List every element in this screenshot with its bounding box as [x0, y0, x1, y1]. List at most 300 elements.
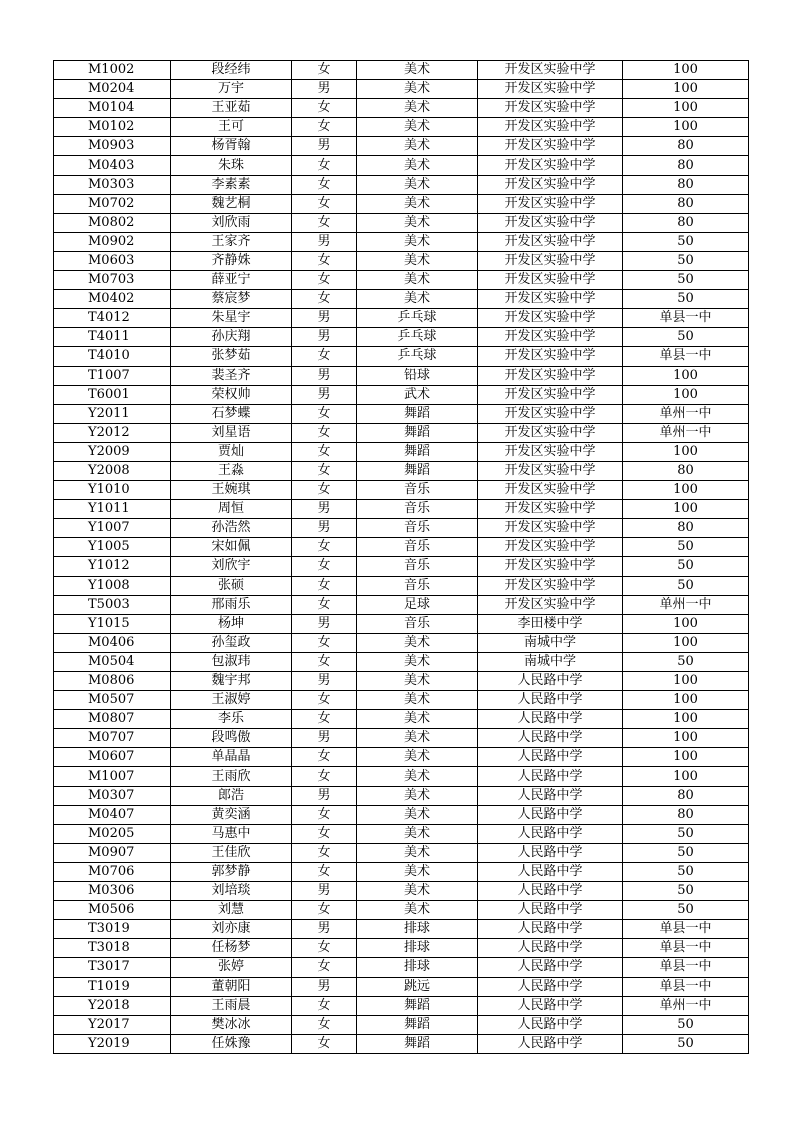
school-cell: 开发区实验中学 — [478, 213, 623, 232]
result-cell: 50 — [623, 652, 749, 671]
subject-cell: 美术 — [357, 729, 478, 748]
table-row — [54, 481, 749, 500]
student-code-cell: Y1011 — [54, 500, 171, 519]
student-name-cell: 荣权帅 — [171, 385, 292, 404]
subject-cell: 音乐 — [357, 576, 478, 595]
result-cell: 100 — [623, 729, 749, 748]
school-cell: 开发区实验中学 — [478, 99, 623, 118]
gender-cell: 女 — [292, 481, 357, 500]
school-cell: 人民路中学 — [478, 843, 623, 862]
student-code-cell: M0706 — [54, 862, 171, 881]
student-code-cell: Y2009 — [54, 442, 171, 461]
gender-cell: 女 — [292, 862, 357, 881]
subject-cell: 美术 — [357, 862, 478, 881]
school-cell: 人民路中学 — [478, 729, 623, 748]
school-cell: 开发区实验中学 — [478, 194, 623, 213]
student-code-cell: M0802 — [54, 213, 171, 232]
gender-cell: 女 — [292, 194, 357, 213]
subject-cell: 美术 — [357, 672, 478, 691]
student-name-cell: 单晶晶 — [171, 748, 292, 767]
gender-cell: 女 — [292, 175, 357, 194]
subject-cell: 音乐 — [357, 557, 478, 576]
student-name-cell: 黄奕涵 — [171, 805, 292, 824]
subject-cell: 舞蹈 — [357, 1034, 478, 1053]
school-cell: 人民路中学 — [478, 939, 623, 958]
table-row — [54, 824, 749, 843]
subject-cell: 铅球 — [357, 366, 478, 385]
table-row — [54, 328, 749, 347]
subject-cell: 舞蹈 — [357, 996, 478, 1015]
student-code-cell: T4012 — [54, 309, 171, 328]
school-cell: 开发区实验中学 — [478, 61, 623, 80]
student-name-cell: 郎浩 — [171, 786, 292, 805]
result-cell: 80 — [623, 213, 749, 232]
gender-cell: 女 — [292, 576, 357, 595]
student-code-cell: T1019 — [54, 977, 171, 996]
result-cell: 50 — [623, 901, 749, 920]
table-row — [54, 118, 749, 137]
subject-cell: 美术 — [357, 61, 478, 80]
student-name-cell: 孙浩然 — [171, 519, 292, 538]
school-cell: 人民路中学 — [478, 901, 623, 920]
student-code-cell: Y1005 — [54, 538, 171, 557]
gender-cell: 女 — [292, 901, 357, 920]
student-name-cell: 王亚茹 — [171, 99, 292, 118]
gender-cell: 女 — [292, 461, 357, 480]
school-cell: 南城中学 — [478, 652, 623, 671]
student-code-cell: Y1015 — [54, 614, 171, 633]
student-code-cell: M0902 — [54, 232, 171, 251]
table-row — [54, 347, 749, 366]
student-name-cell: 包淑玮 — [171, 652, 292, 671]
school-cell: 开发区实验中学 — [478, 576, 623, 595]
student-name-cell: 李素素 — [171, 175, 292, 194]
result-cell: 50 — [623, 328, 749, 347]
table-row — [54, 939, 749, 958]
gender-cell: 女 — [292, 118, 357, 137]
table-row — [54, 194, 749, 213]
result-cell: 100 — [623, 710, 749, 729]
subject-cell: 排球 — [357, 920, 478, 939]
result-cell: 50 — [623, 557, 749, 576]
result-cell: 80 — [623, 786, 749, 805]
subject-cell: 美术 — [357, 843, 478, 862]
table-row — [54, 271, 749, 290]
result-cell: 80 — [623, 137, 749, 156]
student-name-cell: 孙玺政 — [171, 633, 292, 652]
student-code-cell: M0102 — [54, 118, 171, 137]
subject-cell: 乒乓球 — [357, 328, 478, 347]
table-row — [54, 843, 749, 862]
result-cell: 80 — [623, 175, 749, 194]
subject-cell: 美术 — [357, 80, 478, 99]
table-row — [54, 385, 749, 404]
table-row — [54, 175, 749, 194]
result-cell: 50 — [623, 843, 749, 862]
table-row — [54, 500, 749, 519]
subject-cell: 美术 — [357, 824, 478, 843]
table-row — [54, 213, 749, 232]
school-cell: 人民路中学 — [478, 882, 623, 901]
school-cell: 开发区实验中学 — [478, 271, 623, 290]
student-code-cell: M0702 — [54, 194, 171, 213]
result-cell: 单州一中 — [623, 595, 749, 614]
table-row — [54, 767, 749, 786]
school-cell: 开发区实验中学 — [478, 557, 623, 576]
student-code-cell: T1007 — [54, 366, 171, 385]
result-cell: 单县一中 — [623, 347, 749, 366]
student-name-cell: 刘星语 — [171, 423, 292, 442]
result-cell: 单州一中 — [623, 996, 749, 1015]
student-name-cell: 段经纬 — [171, 61, 292, 80]
student-name-cell: 刘欣宇 — [171, 557, 292, 576]
student-code-cell: M0303 — [54, 175, 171, 194]
table-row — [54, 309, 749, 328]
gender-cell: 男 — [292, 500, 357, 519]
subject-cell: 排球 — [357, 958, 478, 977]
student-code-cell: M0807 — [54, 710, 171, 729]
subject-cell: 舞蹈 — [357, 404, 478, 423]
student-code-cell: Y1010 — [54, 481, 171, 500]
subject-cell: 乒乓球 — [357, 347, 478, 366]
table-row — [54, 251, 749, 270]
subject-cell: 美术 — [357, 290, 478, 309]
table-row — [54, 156, 749, 175]
table-row — [54, 595, 749, 614]
table-row — [54, 461, 749, 480]
subject-cell: 乒乓球 — [357, 309, 478, 328]
gender-cell: 女 — [292, 290, 357, 309]
gender-cell: 男 — [292, 920, 357, 939]
table-row — [54, 805, 749, 824]
result-cell: 100 — [623, 99, 749, 118]
student-code-cell: M0507 — [54, 691, 171, 710]
subject-cell: 音乐 — [357, 519, 478, 538]
result-cell: 100 — [623, 385, 749, 404]
school-cell: 人民路中学 — [478, 805, 623, 824]
gender-cell: 男 — [292, 385, 357, 404]
student-name-cell: 马惠中 — [171, 824, 292, 843]
gender-cell: 女 — [292, 538, 357, 557]
gender-cell: 女 — [292, 767, 357, 786]
table-row — [54, 557, 749, 576]
gender-cell: 女 — [292, 843, 357, 862]
student-name-cell: 王婉琪 — [171, 481, 292, 500]
table-row — [54, 958, 749, 977]
gender-cell: 男 — [292, 729, 357, 748]
table-row — [54, 442, 749, 461]
student-name-cell: 王淼 — [171, 461, 292, 480]
school-cell: 开发区实验中学 — [478, 309, 623, 328]
result-cell: 50 — [623, 576, 749, 595]
table-row — [54, 538, 749, 557]
result-cell: 100 — [623, 80, 749, 99]
gender-cell: 女 — [292, 442, 357, 461]
result-cell: 100 — [623, 500, 749, 519]
student-code-cell: T4011 — [54, 328, 171, 347]
gender-cell: 女 — [292, 213, 357, 232]
result-cell: 50 — [623, 290, 749, 309]
table-row — [54, 901, 749, 920]
school-cell: 开发区实验中学 — [478, 423, 623, 442]
subject-cell: 音乐 — [357, 481, 478, 500]
subject-cell: 美术 — [357, 99, 478, 118]
result-cell: 单县一中 — [623, 939, 749, 958]
table-row — [54, 691, 749, 710]
student-code-cell: M0506 — [54, 901, 171, 920]
student-name-cell: 李乐 — [171, 710, 292, 729]
result-cell: 80 — [623, 519, 749, 538]
table-row — [54, 786, 749, 805]
result-cell: 80 — [623, 805, 749, 824]
gender-cell: 男 — [292, 882, 357, 901]
student-name-cell: 裴圣齐 — [171, 366, 292, 385]
table-row — [54, 996, 749, 1015]
table-row — [54, 519, 749, 538]
student-name-cell: 刘亦康 — [171, 920, 292, 939]
table-row — [54, 1015, 749, 1034]
table-row — [54, 423, 749, 442]
student-name-cell: 王家齐 — [171, 232, 292, 251]
school-cell: 开发区实验中学 — [478, 481, 623, 500]
school-cell: 人民路中学 — [478, 748, 623, 767]
gender-cell: 男 — [292, 672, 357, 691]
student-name-cell: 刘慧 — [171, 901, 292, 920]
result-cell: 80 — [623, 156, 749, 175]
result-cell: 单州一中 — [623, 423, 749, 442]
school-cell: 开发区实验中学 — [478, 328, 623, 347]
result-cell: 单县一中 — [623, 309, 749, 328]
table-row — [54, 977, 749, 996]
gender-cell: 女 — [292, 996, 357, 1015]
school-cell: 人民路中学 — [478, 920, 623, 939]
student-name-cell: 万宇 — [171, 80, 292, 99]
student-name-cell: 魏艺桐 — [171, 194, 292, 213]
table-row — [54, 290, 749, 309]
table-row — [54, 614, 749, 633]
student-code-cell: T3018 — [54, 939, 171, 958]
student-code-cell: Y2008 — [54, 461, 171, 480]
gender-cell: 女 — [292, 805, 357, 824]
student-code-cell: M0205 — [54, 824, 171, 843]
table-body — [54, 61, 749, 1054]
student-name-cell: 朱星宇 — [171, 309, 292, 328]
school-cell: 人民路中学 — [478, 824, 623, 843]
student-name-cell: 刘培琰 — [171, 882, 292, 901]
subject-cell: 舞蹈 — [357, 461, 478, 480]
gender-cell: 男 — [292, 328, 357, 347]
student-code-cell: M0603 — [54, 251, 171, 270]
result-cell: 50 — [623, 251, 749, 270]
table-row — [54, 882, 749, 901]
student-name-cell: 段鸣傲 — [171, 729, 292, 748]
gender-cell: 女 — [292, 61, 357, 80]
school-cell: 开发区实验中学 — [478, 118, 623, 137]
student-name-cell: 王雨晨 — [171, 996, 292, 1015]
student-name-cell: 朱珠 — [171, 156, 292, 175]
school-cell: 人民路中学 — [478, 672, 623, 691]
table-row — [54, 729, 749, 748]
student-code-cell: T5003 — [54, 595, 171, 614]
school-cell: 开发区实验中学 — [478, 595, 623, 614]
student-code-cell: T4010 — [54, 347, 171, 366]
result-cell: 50 — [623, 232, 749, 251]
student-name-cell: 张梦茹 — [171, 347, 292, 366]
gender-cell: 女 — [292, 99, 357, 118]
school-cell: 开发区实验中学 — [478, 251, 623, 270]
student-code-cell: M0607 — [54, 748, 171, 767]
school-cell: 开发区实验中学 — [478, 404, 623, 423]
result-cell: 单州一中 — [623, 404, 749, 423]
student-name-cell: 王雨欣 — [171, 767, 292, 786]
student-name-cell: 王可 — [171, 118, 292, 137]
student-code-cell: T3019 — [54, 920, 171, 939]
subject-cell: 音乐 — [357, 614, 478, 633]
subject-cell: 跳远 — [357, 977, 478, 996]
student-name-cell: 石梦蝶 — [171, 404, 292, 423]
student-name-cell: 杨胥翰 — [171, 137, 292, 156]
school-cell: 人民路中学 — [478, 977, 623, 996]
subject-cell: 美术 — [357, 137, 478, 156]
student-name-cell: 张婷 — [171, 958, 292, 977]
student-name-cell: 杨坤 — [171, 614, 292, 633]
table-row — [54, 576, 749, 595]
student-name-cell: 齐静姝 — [171, 251, 292, 270]
subject-cell: 美术 — [357, 882, 478, 901]
gender-cell: 女 — [292, 652, 357, 671]
result-cell: 80 — [623, 461, 749, 480]
student-name-cell: 王佳欣 — [171, 843, 292, 862]
school-cell: 南城中学 — [478, 633, 623, 652]
student-name-cell: 贾灿 — [171, 442, 292, 461]
school-cell: 人民路中学 — [478, 786, 623, 805]
student-code-cell: M0104 — [54, 99, 171, 118]
student-code-cell: M0406 — [54, 633, 171, 652]
student-name-cell: 周恒 — [171, 500, 292, 519]
student-code-cell: M0903 — [54, 137, 171, 156]
subject-cell: 美术 — [357, 194, 478, 213]
subject-cell: 美术 — [357, 767, 478, 786]
student-name-cell: 薛亚宁 — [171, 271, 292, 290]
student-name-cell: 张硕 — [171, 576, 292, 595]
student-code-cell: M0707 — [54, 729, 171, 748]
gender-cell: 女 — [292, 423, 357, 442]
student-code-cell: Y2011 — [54, 404, 171, 423]
student-code-cell: M0402 — [54, 290, 171, 309]
subject-cell: 美术 — [357, 633, 478, 652]
student-name-cell: 邢雨乐 — [171, 595, 292, 614]
student-code-cell: M0403 — [54, 156, 171, 175]
subject-cell: 舞蹈 — [357, 442, 478, 461]
student-code-cell: Y1007 — [54, 519, 171, 538]
gender-cell: 男 — [292, 786, 357, 805]
result-cell: 100 — [623, 366, 749, 385]
student-name-cell: 董朝阳 — [171, 977, 292, 996]
result-cell: 100 — [623, 442, 749, 461]
school-cell: 人民路中学 — [478, 958, 623, 977]
subject-cell: 美术 — [357, 175, 478, 194]
student-code-cell: T6001 — [54, 385, 171, 404]
table-row — [54, 748, 749, 767]
result-cell: 50 — [623, 882, 749, 901]
school-cell: 开发区实验中学 — [478, 366, 623, 385]
table-row — [54, 404, 749, 423]
student-code-cell: Y1012 — [54, 557, 171, 576]
gender-cell: 女 — [292, 347, 357, 366]
school-cell: 人民路中学 — [478, 710, 623, 729]
table-row — [54, 137, 749, 156]
result-cell: 50 — [623, 824, 749, 843]
gender-cell: 女 — [292, 251, 357, 270]
school-cell: 人民路中学 — [478, 1034, 623, 1053]
result-cell: 单县一中 — [623, 920, 749, 939]
subject-cell: 美术 — [357, 652, 478, 671]
result-cell: 100 — [623, 61, 749, 80]
school-cell: 人民路中学 — [478, 767, 623, 786]
subject-cell: 舞蹈 — [357, 1015, 478, 1034]
table-row — [54, 920, 749, 939]
school-cell: 开发区实验中学 — [478, 175, 623, 194]
result-cell: 50 — [623, 862, 749, 881]
result-cell: 100 — [623, 767, 749, 786]
subject-cell: 音乐 — [357, 538, 478, 557]
gender-cell: 女 — [292, 156, 357, 175]
gender-cell: 女 — [292, 824, 357, 843]
subject-cell: 美术 — [357, 271, 478, 290]
school-cell: 开发区实验中学 — [478, 500, 623, 519]
subject-cell: 美术 — [357, 118, 478, 137]
student-name-cell: 王淑婷 — [171, 691, 292, 710]
table-row — [54, 652, 749, 671]
school-cell: 开发区实验中学 — [478, 385, 623, 404]
gender-cell: 女 — [292, 1015, 357, 1034]
student-name-cell: 魏宇邦 — [171, 672, 292, 691]
gender-cell: 女 — [292, 271, 357, 290]
school-cell: 人民路中学 — [478, 996, 623, 1015]
gender-cell: 男 — [292, 614, 357, 633]
gender-cell: 女 — [292, 691, 357, 710]
student-code-cell: M1007 — [54, 767, 171, 786]
gender-cell: 女 — [292, 1034, 357, 1053]
gender-cell: 女 — [292, 710, 357, 729]
result-cell: 100 — [623, 118, 749, 137]
school-cell: 开发区实验中学 — [478, 538, 623, 557]
result-cell: 50 — [623, 1015, 749, 1034]
gender-cell: 男 — [292, 519, 357, 538]
student-code-cell: M0407 — [54, 805, 171, 824]
subject-cell: 美术 — [357, 901, 478, 920]
table-row — [54, 61, 749, 80]
school-cell: 开发区实验中学 — [478, 519, 623, 538]
table-row — [54, 862, 749, 881]
student-name-cell: 樊冰冰 — [171, 1015, 292, 1034]
school-cell: 开发区实验中学 — [478, 461, 623, 480]
student-code-cell: Y2017 — [54, 1015, 171, 1034]
gender-cell: 女 — [292, 595, 357, 614]
student-code-cell: Y2019 — [54, 1034, 171, 1053]
student-score-table — [53, 60, 749, 1054]
result-cell: 100 — [623, 672, 749, 691]
school-cell: 开发区实验中学 — [478, 137, 623, 156]
student-code-cell: M1002 — [54, 61, 171, 80]
subject-cell: 美术 — [357, 710, 478, 729]
student-code-cell: Y2012 — [54, 423, 171, 442]
student-code-cell: M0306 — [54, 882, 171, 901]
table-row — [54, 1034, 749, 1053]
subject-cell: 美术 — [357, 786, 478, 805]
gender-cell: 女 — [292, 748, 357, 767]
result-cell: 80 — [623, 194, 749, 213]
